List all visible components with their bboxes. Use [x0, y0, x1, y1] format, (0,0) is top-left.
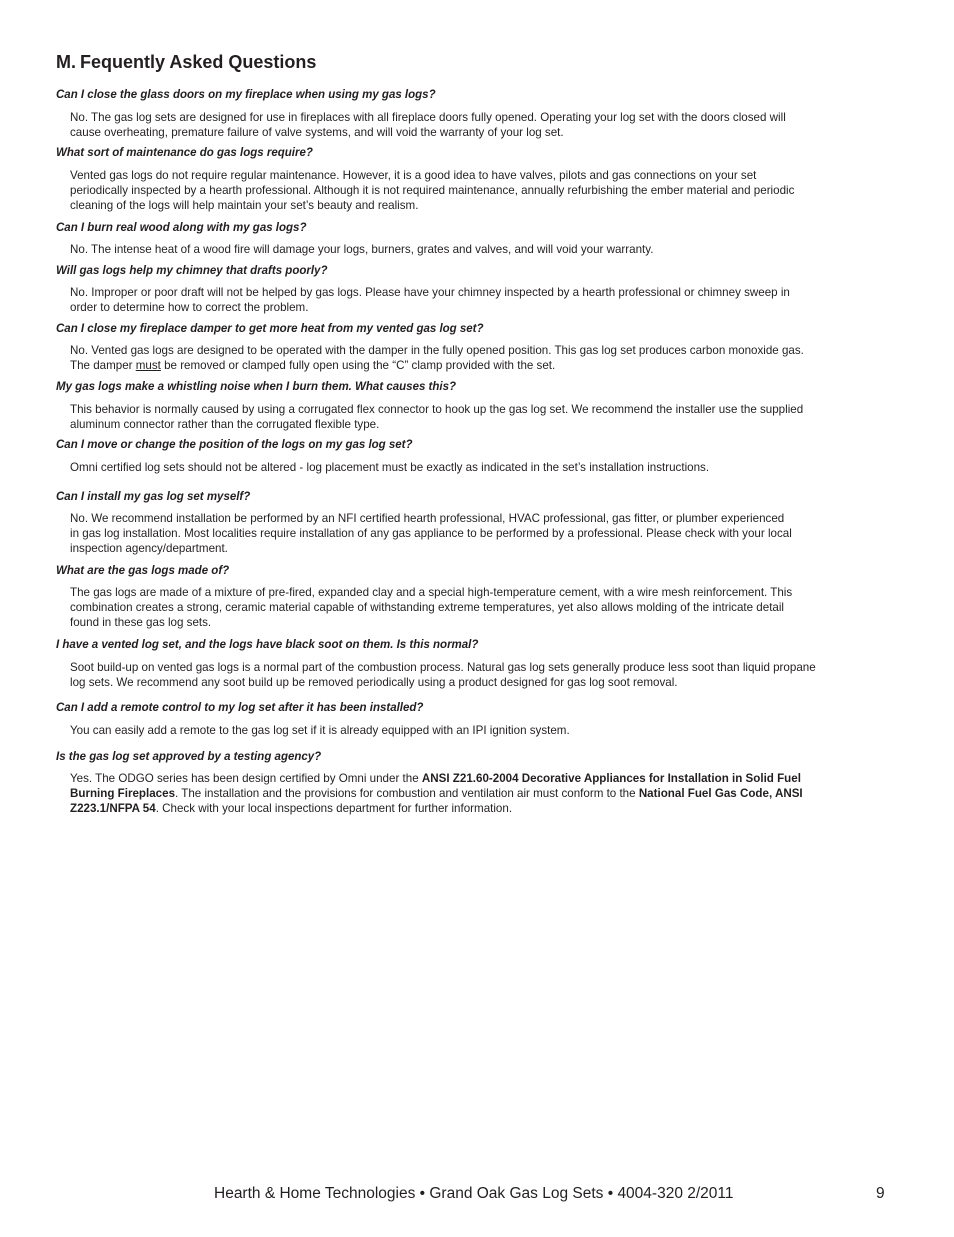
answer-line: No. Vented gas logs are designed to be operated with the damper in the fully opened position. This gas log set produces carbon monoxide gas. — [70, 344, 804, 357]
standard-ansi-z21: ANSI Z21.60-2004 Decorative Appliances for Installation in Solid Fuel — [421, 772, 801, 785]
answer-line: periodically inspected by a hearth professional. Although it is not required maintenance, annually refurbishing the ember material and periodic — [70, 184, 795, 197]
answer-line — [70, 771, 878, 786]
answer-line: combination creates a strong, ceramic material capable of withstanding extreme temperatures, yet also allows molding of the intricate detail — [70, 601, 785, 614]
faq-answer-5 — [70, 343, 878, 373]
answer-line: Soot build-up on vented gas logs is a normal part of the combustion process. Natural gas log sets generally produce less soot than liquid propane — [70, 661, 816, 674]
standard-fuel-gas-code: National Fuel Gas Code, ANSI — [638, 787, 803, 800]
answer-line: log sets. We recommend any soot build up be removed periodically using a product designed for gas log soot removal. — [70, 676, 678, 689]
page-number: 9 — [876, 1185, 885, 1202]
section-title — [56, 52, 316, 73]
faq-answer-9 — [70, 585, 878, 630]
faq-question-7: Can I move or change the position of the logs on my gas log set? — [56, 439, 413, 451]
answer-line: No. The intense heat of a wood fire will damage your logs, burners, grates and valves, and will void your warranty. — [70, 243, 654, 256]
faq-answer-8 — [70, 511, 878, 556]
answer-line: in gas log installation. Most localities require installation of any gas appliance to be performed by a professional. Please check with your local — [70, 527, 792, 540]
faq-question-9: What are the gas logs made of? — [56, 565, 230, 577]
faq-answer-7 — [70, 460, 878, 475]
faq-question-1: Can I close the glass doors on my fireplace when using my gas logs? — [56, 89, 436, 101]
faq-question-11: Can I add a remote control to my log set after it has been installed? — [56, 702, 424, 714]
faq-answer-10 — [70, 660, 878, 690]
section-number: M. — [56, 52, 76, 72]
answer-line: This behavior is normally caused by using a corrugated flex connector to hook up the gas log set. We recommend the installer use the supplied — [70, 403, 804, 416]
answer-line: No. We recommend installation be performed by an NFI certified hearth professional, HVAC professional, gas fitter, or plumber experienced — [70, 512, 785, 525]
answer-text: The damper — [70, 359, 136, 372]
faq-question-3: Can I burn real wood along with my gas logs? — [56, 222, 307, 234]
answer-line: order to determine how to correct the problem. — [70, 301, 309, 314]
footer-text: Hearth & Home Technologies • Grand Oak Gas Log Sets • 4004-320 2/2011 — [214, 1185, 734, 1202]
answer-line: No. The gas log sets are designed for use in fireplaces with all fireplace doors fully opened. Operating your log set with the doors closed will — [70, 111, 786, 124]
answer-line: cause overheating, premature failure of valve systems, and will void the warranty of your log set. — [70, 126, 564, 139]
standard-ansi-z21-cont: Burning Fireplaces — [70, 787, 176, 800]
answer-line — [70, 786, 878, 801]
answer-line: Omni certified log sets should not be altered - log placement must be exactly as indicated in the set’s installation instructions. — [70, 461, 710, 474]
answer-line: aluminum connector rather than the corrugated flexible type. — [70, 418, 380, 431]
answer-line: You can easily add a remote to the gas log set if it is already equipped with an IPI ignition system. — [70, 724, 570, 737]
answer-line: No. Improper or poor draft will not be helped by gas logs. Please have your chimney inspected by a hearth professional or chimney sweep in — [70, 286, 790, 299]
faq-answer-11 — [70, 723, 878, 738]
faq-question-4: Will gas logs help my chimney that drafts poorly? — [56, 265, 328, 277]
faq-answer-3 — [70, 242, 878, 257]
faq-question-10: I have a vented log set, and the logs have black soot on them. Is this normal? — [56, 639, 479, 651]
answer-line: inspection agency/department. — [70, 542, 228, 555]
faq-answer-12 — [70, 771, 878, 816]
faq-question-5: Can I close my fireplace damper to get more heat from my vented gas log set? — [56, 323, 484, 335]
faq-answer-6 — [70, 402, 878, 432]
standard-fuel-gas-code-cont: Z223.1/NFPA 54 — [70, 802, 156, 815]
answer-text: be removed or clamped fully open using the “C” clamp provided with the set. — [160, 359, 556, 372]
faq-question-8: Can I install my gas log set myself? — [56, 491, 251, 503]
answer-text: . Check with your local inspections department for further information. — [155, 802, 513, 815]
faq-question-12: Is the gas log set approved by a testing agency? — [56, 751, 322, 763]
section-heading: Fequently Asked Questions — [80, 52, 317, 72]
faq-answer-1 — [70, 110, 878, 140]
answer-line — [70, 358, 878, 373]
answer-line: Vented gas logs do not require regular maintenance. However, it is a good idea to have valves, pilots and gas connections on your set — [70, 169, 757, 182]
faq-question-6: My gas logs make a whistling noise when I burn them. What causes this? — [56, 381, 457, 393]
answer-text: Yes. The ODGO series has been design certified by Omni under the — [70, 772, 422, 785]
faq-question-2: What sort of maintenance do gas logs require? — [56, 147, 313, 159]
answer-line: The gas logs are made of a mixture of pre-fired, expanded clay and a special high-temperature cement, with a wire mesh reinforcement. This — [70, 586, 793, 599]
emphasis-must: must — [135, 359, 161, 372]
answer-text: . The installation and the provisions for combustion and ventilation air must conform to the — [175, 787, 639, 800]
answer-line: found in these gas log sets. — [70, 616, 212, 629]
faq-answer-2 — [70, 168, 878, 213]
faq-answer-4 — [70, 285, 878, 315]
answer-line: cleaning of the logs will help maintain your set’s beauty and realism. — [70, 199, 419, 212]
answer-line — [70, 801, 878, 816]
